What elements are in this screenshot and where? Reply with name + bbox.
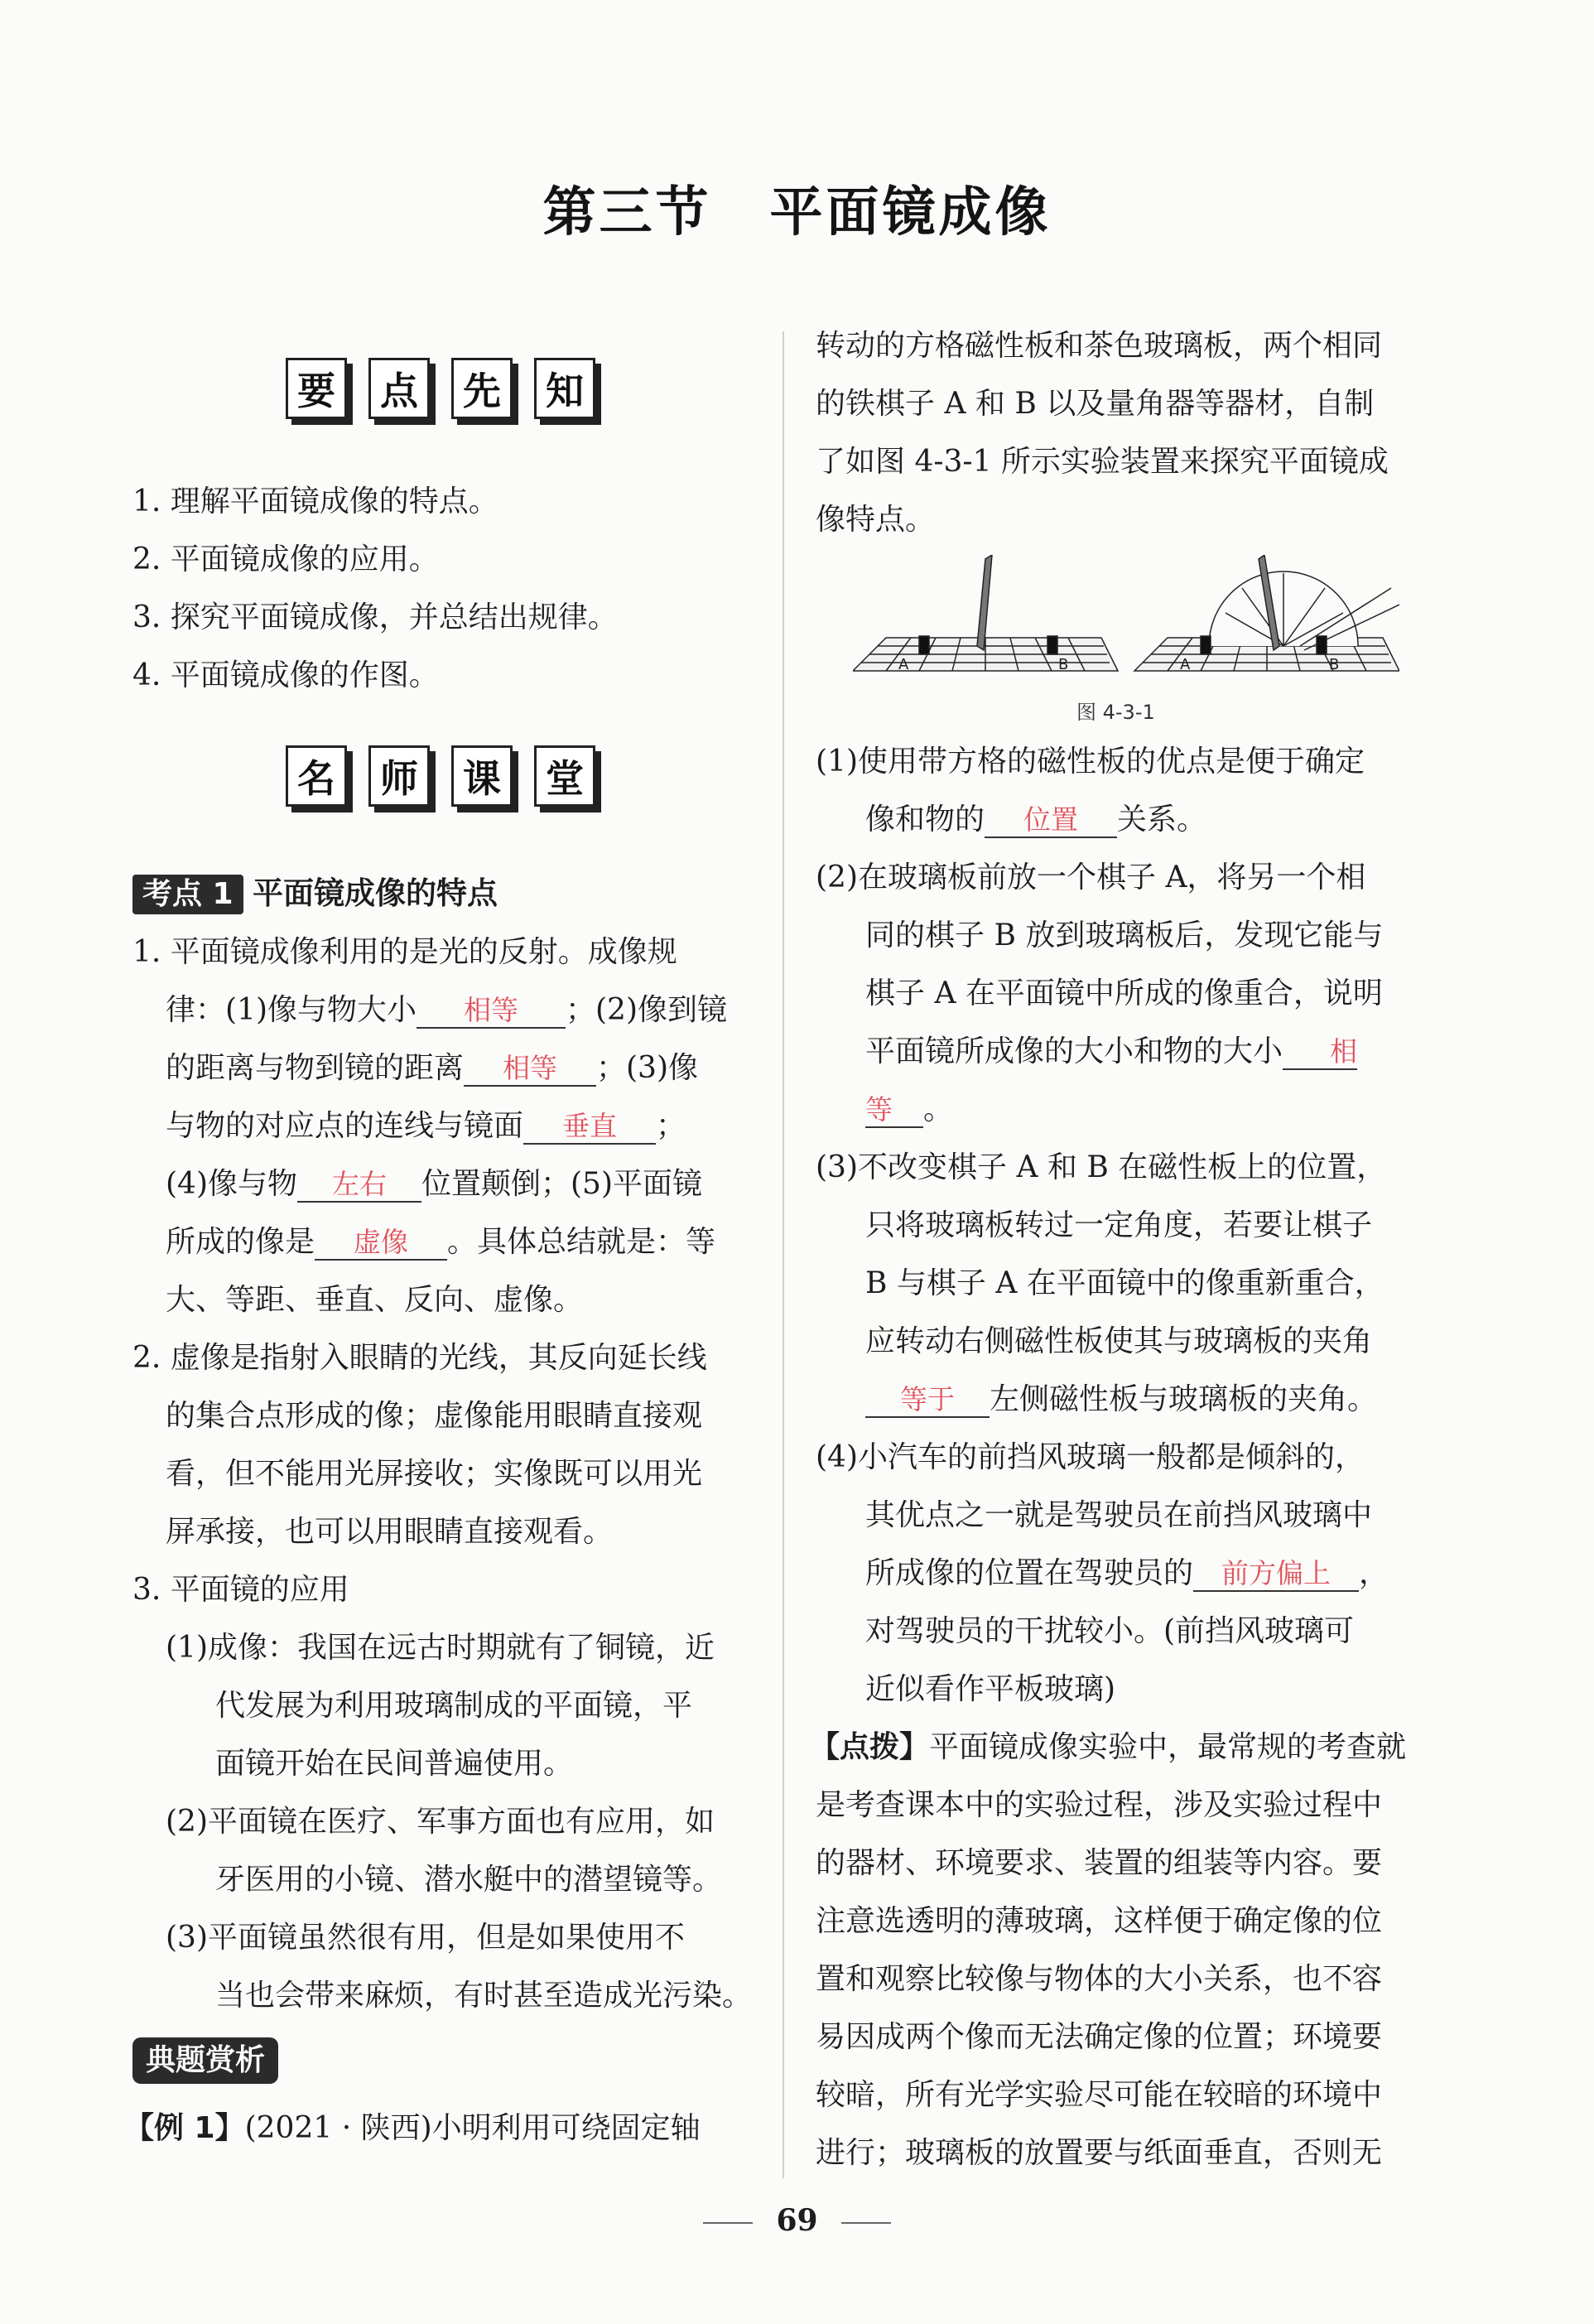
kaodian-title: 平面镜成像的特点 <box>253 875 498 911</box>
figure-label-a: A <box>898 656 909 673</box>
text-line: 应转动右侧磁性板使其与玻璃板的夹角 <box>865 1324 1373 1358</box>
objective-item: 2. 平面镜成像的应用。 <box>132 542 439 576</box>
text-line: 与物的对应点的连线与镜面 垂直 ； <box>166 1109 686 1143</box>
text-line: 转动的方格磁性板和茶色玻璃板，两个相同 <box>816 329 1383 363</box>
text-line: 易因成两个像而无法确定像的位置；环境要 <box>816 2020 1383 2054</box>
text-line: 注意选透明的薄玻璃，这样便于确定像的位 <box>816 1904 1383 1938</box>
text-line: 置和观察比较像与物体的大小关系，也不容 <box>816 1962 1383 1996</box>
text-line: 只将玻璃板转过一定角度，若要让棋子 <box>865 1208 1373 1242</box>
example-line: 【例 1】(2021 · 陕西)小明利用可绕固定轴 <box>124 2111 701 2145</box>
text-line: 对驾驶员的干扰较小。(前挡风玻璃可 <box>865 1614 1355 1648</box>
text-line: 等于 左侧磁性板与玻璃板的夹角。 <box>865 1383 1377 1418</box>
objective-item: 3. 探究平面镜成像，并总结出规律。 <box>132 600 618 634</box>
text-line: 大、等距、垂直、反向、虚像。 <box>166 1283 584 1317</box>
text-line: 当也会带来麻烦，有时甚至造成光污染。 <box>215 1979 753 2013</box>
dianbo-line: 【点拨】平面镜成像实验中，最常规的考查就 <box>810 1730 1407 1764</box>
answer-fill: 虚像 <box>315 1226 447 1261</box>
text-line: (3)不改变棋子 A 和 B 在磁性板上的位置， <box>816 1150 1387 1184</box>
dianti-heading <box>132 2037 278 2084</box>
answer-fill: 相等 <box>417 994 566 1029</box>
experiment-figure <box>853 555 1399 687</box>
text-line: 的器材、环境要求、装置的组装等内容。要 <box>816 1846 1383 1880</box>
text-line: 代发展为利用玻璃制成的平面镜，平 <box>215 1689 693 1723</box>
section-header-yaodianxianzhi <box>286 358 595 419</box>
text-line: 棋子 A 在平面镜中所成的像重合，说明 <box>865 976 1383 1010</box>
objective-item: 1. 理解平面镜成像的特点。 <box>132 485 498 518</box>
page-number: 69 <box>0 2203 1594 2238</box>
dianti-tag: 典题赏析 <box>132 2037 278 2084</box>
text-line: 所成的像是 虚像 。具体总结就是：等 <box>166 1225 716 1259</box>
text-line: (2)在玻璃板前放一个棋子 A，将另一个相 <box>816 861 1366 894</box>
section-badge: 名 <box>286 745 347 807</box>
text-line: 2. 虚像是指射入眼睛的光线，其反向延长线 <box>132 1341 707 1375</box>
text-line: 平面镜所成像的大小和物的大小 相 <box>865 1034 1358 1068</box>
text-line: 3. 平面镜的应用 <box>132 1573 349 1607</box>
section-badge: 点 <box>368 358 430 419</box>
text-line: 进行；玻璃板的放置要与纸面垂直，否则无 <box>816 2136 1383 2170</box>
section-badge: 课 <box>451 745 513 807</box>
text-line: 了如图 4-3-1 所示实验装置来探究平面镜成 <box>816 445 1389 479</box>
figure-right <box>1134 555 1399 671</box>
section-header-mingshiketang <box>286 745 595 807</box>
figure-caption: 图 4-3-1 <box>1076 701 1155 724</box>
objective-item: 4. 平面镜成像的作图。 <box>132 658 439 692</box>
text-line: (1)使用带方格的磁性板的优点是便于确定 <box>816 745 1365 779</box>
answer-fill: 左右 <box>297 1168 421 1203</box>
answer-fill: 相 <box>1283 1035 1357 1070</box>
section-badge: 先 <box>451 358 513 419</box>
text-line: (4)像与物 左右 位置颠倒；(5)平面镜 <box>166 1167 702 1201</box>
figure-label-b: B <box>1329 656 1340 673</box>
text-line: 的铁棋子 A 和 B 以及量角器等器材，自制 <box>816 387 1375 421</box>
text-line: 1. 平面镜成像利用的是光的反射。成像规 <box>132 935 677 969</box>
text-line: 同的棋子 B 放到玻璃板后，发现它能与 <box>865 919 1384 952</box>
answer-fill: 等 <box>865 1093 923 1128</box>
answer-fill: 垂直 <box>523 1110 656 1145</box>
text-line: 等 。 <box>865 1092 954 1126</box>
section-badge: 要 <box>286 358 347 419</box>
section-badge: 师 <box>368 745 430 807</box>
text-line: 面镜开始在民间普遍使用。 <box>215 1747 574 1781</box>
section-badge: 堂 <box>534 745 595 807</box>
kaodian-heading <box>132 875 498 914</box>
answer-fill: 前方偏上 <box>1193 1557 1359 1592</box>
figure-label-a: A <box>1180 656 1191 673</box>
dianbo-label: 【点拨】 <box>810 1730 930 1764</box>
text-line: 像和物的 位置 关系。 <box>865 803 1207 837</box>
text-line: B 与棋子 A 在平面镜中的像重新重合， <box>865 1266 1385 1300</box>
text-line: 像特点。 <box>816 503 936 537</box>
text-line: (1)成像：我国在远古时期就有了铜镜，近 <box>166 1631 715 1665</box>
text-line: 的距离与物到镜的距离 相等 ；(3)像 <box>166 1051 699 1085</box>
answer-fill: 位置 <box>985 803 1117 838</box>
column-divider <box>783 331 784 2178</box>
text-line: (3)平面镜虽然很有用，但是如果使用不 <box>166 1921 685 1955</box>
figure-left <box>853 555 1118 671</box>
text-line: 看，但不能用光屏接收；实像既可以用光 <box>166 1457 703 1491</box>
text-line: 牙医用的小镜、潜水艇中的潜望镜等。 <box>215 1863 723 1897</box>
text-line: 较暗，所有光学实验尽可能在较暗的环境中 <box>816 2078 1383 2112</box>
text-line: 近似看作平板玻璃) <box>865 1672 1116 1706</box>
text-line: 其优点之一就是驾驶员在前挡风玻璃中 <box>865 1498 1373 1532</box>
figure-label-b: B <box>1058 656 1069 673</box>
page-title: 第三节 平面镜成像 <box>542 182 1052 243</box>
text-line: 的集合点形成的像；虚像能用眼睛直接观 <box>166 1399 703 1433</box>
answer-fill: 等于 <box>865 1383 990 1418</box>
kaodian-tag: 考点 1 <box>132 875 243 914</box>
text-line: 律：(1)像与物大小 相等 ；(2)像到镜 <box>166 993 727 1027</box>
text-line: (4)小汽车的前挡风玻璃一般都是倾斜的， <box>816 1440 1365 1474</box>
text-line: 是考查课本中的实验过程，涉及实验过程中 <box>816 1788 1383 1822</box>
answer-fill: 相等 <box>464 1052 596 1087</box>
text-line: (2)平面镜在医疗、军事方面也有应用，如 <box>166 1805 715 1839</box>
text-line: 所成像的位置在驾驶员的 前方偏上 ， <box>865 1556 1389 1590</box>
text-line: 屏承接，也可以用眼睛直接观看。 <box>166 1515 614 1549</box>
section-badge: 知 <box>534 358 595 419</box>
